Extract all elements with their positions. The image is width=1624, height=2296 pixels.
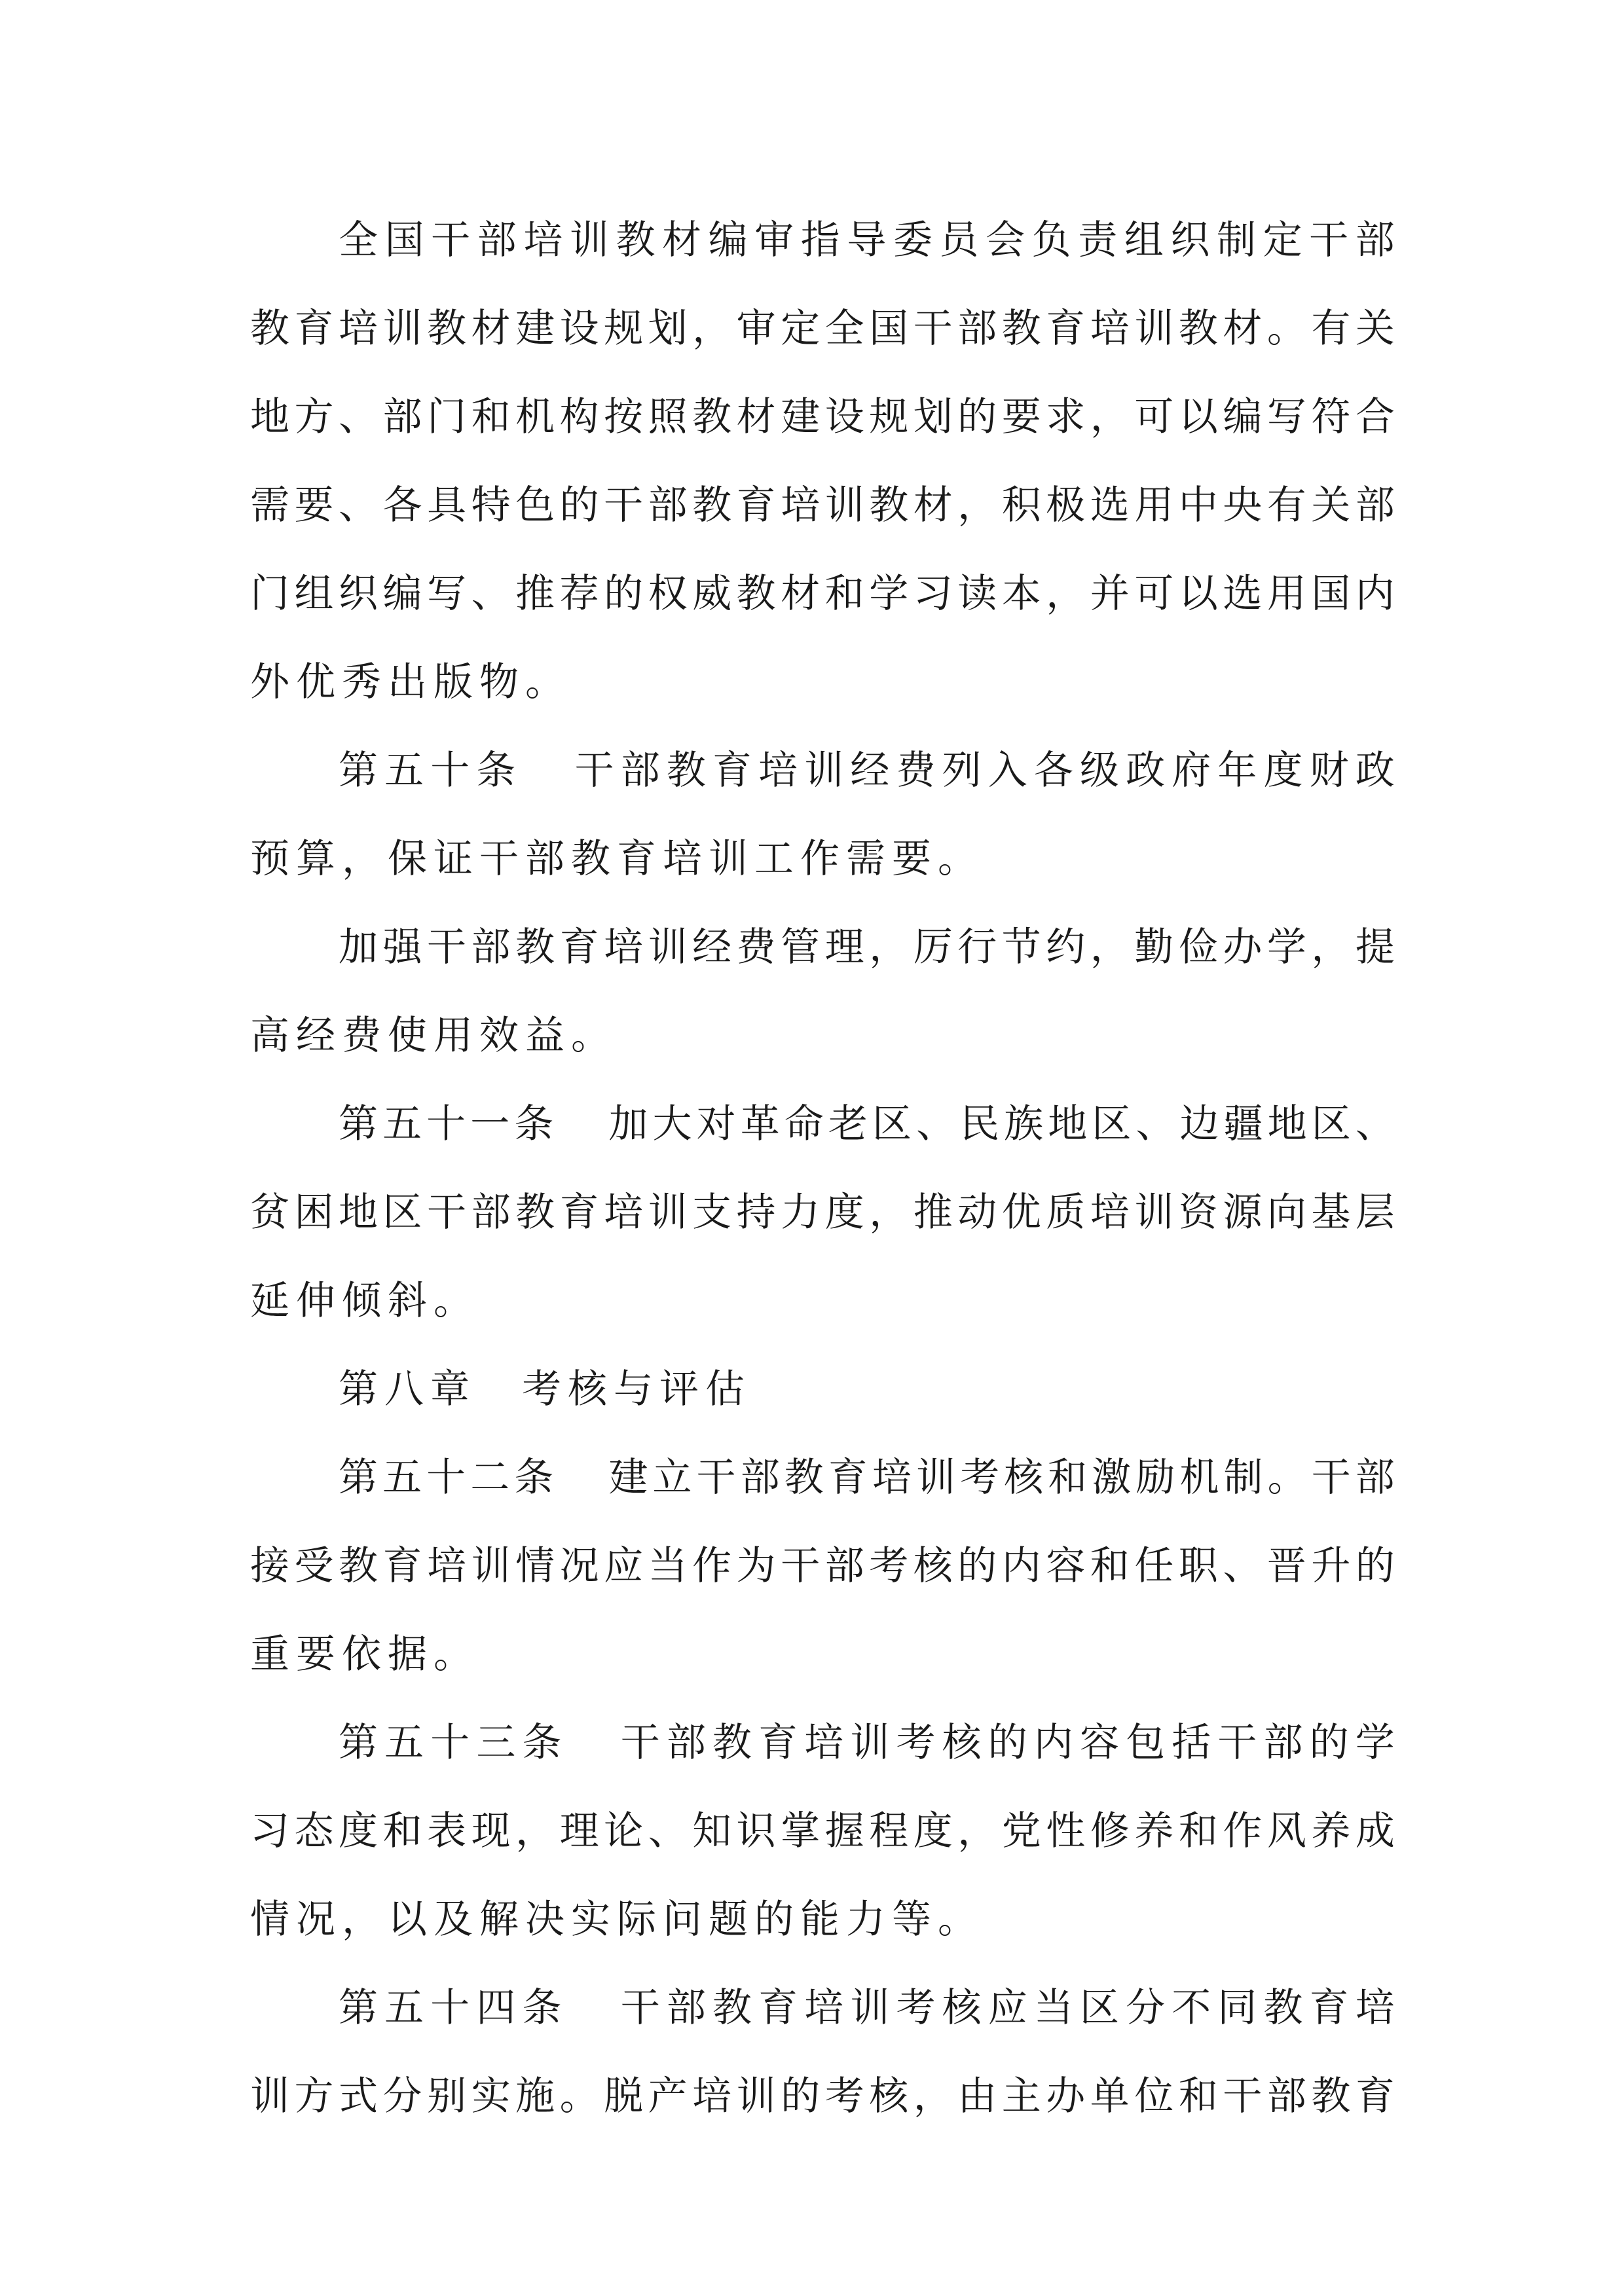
text-line: 地 方 、 部 门 和 机 构 按 照 教 材 建 设 规 划 的 要 求 ， 可 以 编 写 符 合	[250, 394, 1395, 440]
document-body	[250, 196, 1395, 2141]
text-line: 预算，保证干部教育培训工作需要。	[250, 836, 984, 882]
text-line: 第 五 十 二 条 建 立 干 部 教 育 培 训 考 核 和 激 励 机 制 。 干 部	[339, 1455, 1395, 1501]
text-line: 训 方 式 分 别 实 施 。 脱 产 培 训 的 考 核 ， 由 主 办 单 位 和 干 部 教 育	[250, 2073, 1395, 2119]
text-line: 第 五 十 四 条 干 部 教 育 培 训 考 核 应 当 区 分 不 同 教 育 培	[339, 1985, 1395, 2031]
text-line: 重要依据。	[250, 1631, 479, 1677]
text-line: 第 五 十 一 条 加 大 对 革 命 老 区 、 民 族 地 区 、 边 疆 地 区 、	[339, 1101, 1395, 1147]
text-line: 教 育 培 训 教 材 建 设 规 划 ， 审 定 全 国 干 部 教 育 培 训 教 材 。 有 关	[250, 306, 1395, 352]
text-line: 情况，以及解决实际问题的能力等。	[250, 1897, 984, 1942]
text-line: 习 态 度 和 表 现 ， 理 论 、 知 识 掌 握 程 度 ， 党 性 修 养 和 作 风 养 成	[250, 1808, 1395, 1854]
text-line: 第 八 章 考 核 与 评 估	[339, 1366, 751, 1412]
text-line: 第 五 十 条 干 部 教 育 培 训 经 费 列 入 各 级 政 府 年 度 财 政	[339, 748, 1395, 793]
text-line: 第 五 十 三 条 干 部 教 育 培 训 考 核 的 内 容 包 括 干 部 的 学	[339, 1720, 1395, 1766]
text-line: 延伸倾斜。	[250, 1278, 479, 1324]
text-line: 需 要 、 各 具 特 色 的 干 部 教 育 培 训 教 材 ， 积 极 选 用 中 央 有 关 部	[250, 483, 1395, 528]
text-line: 加 强 干 部 教 育 培 训 经 费 管 理 ， 厉 行 节 约 ， 勤 俭 办 学 ， 提	[339, 924, 1395, 970]
text-line: 门 组 织 编 写 、 推 荐 的 权 威 教 材 和 学 习 读 本 ， 并 可 以 选 用 国 内	[250, 571, 1395, 617]
text-line: 全 国 干 部 培 训 教 材 编 审 指 导 委 员 会 负 责 组 织 制 定 干 部	[339, 217, 1395, 263]
text-line: 外优秀出版物。	[250, 659, 571, 705]
text-line: 接 受 教 育 培 训 情 况 应 当 作 为 干 部 考 核 的 内 容 和 任 职 、 晋 升 的	[250, 1543, 1395, 1589]
text-line: 高经费使用效益。	[250, 1013, 617, 1059]
text-line: 贫 困 地 区 干 部 教 育 培 训 支 持 力 度 ， 推 动 优 质 培 训 资 源 向 基 层	[250, 1190, 1395, 1235]
